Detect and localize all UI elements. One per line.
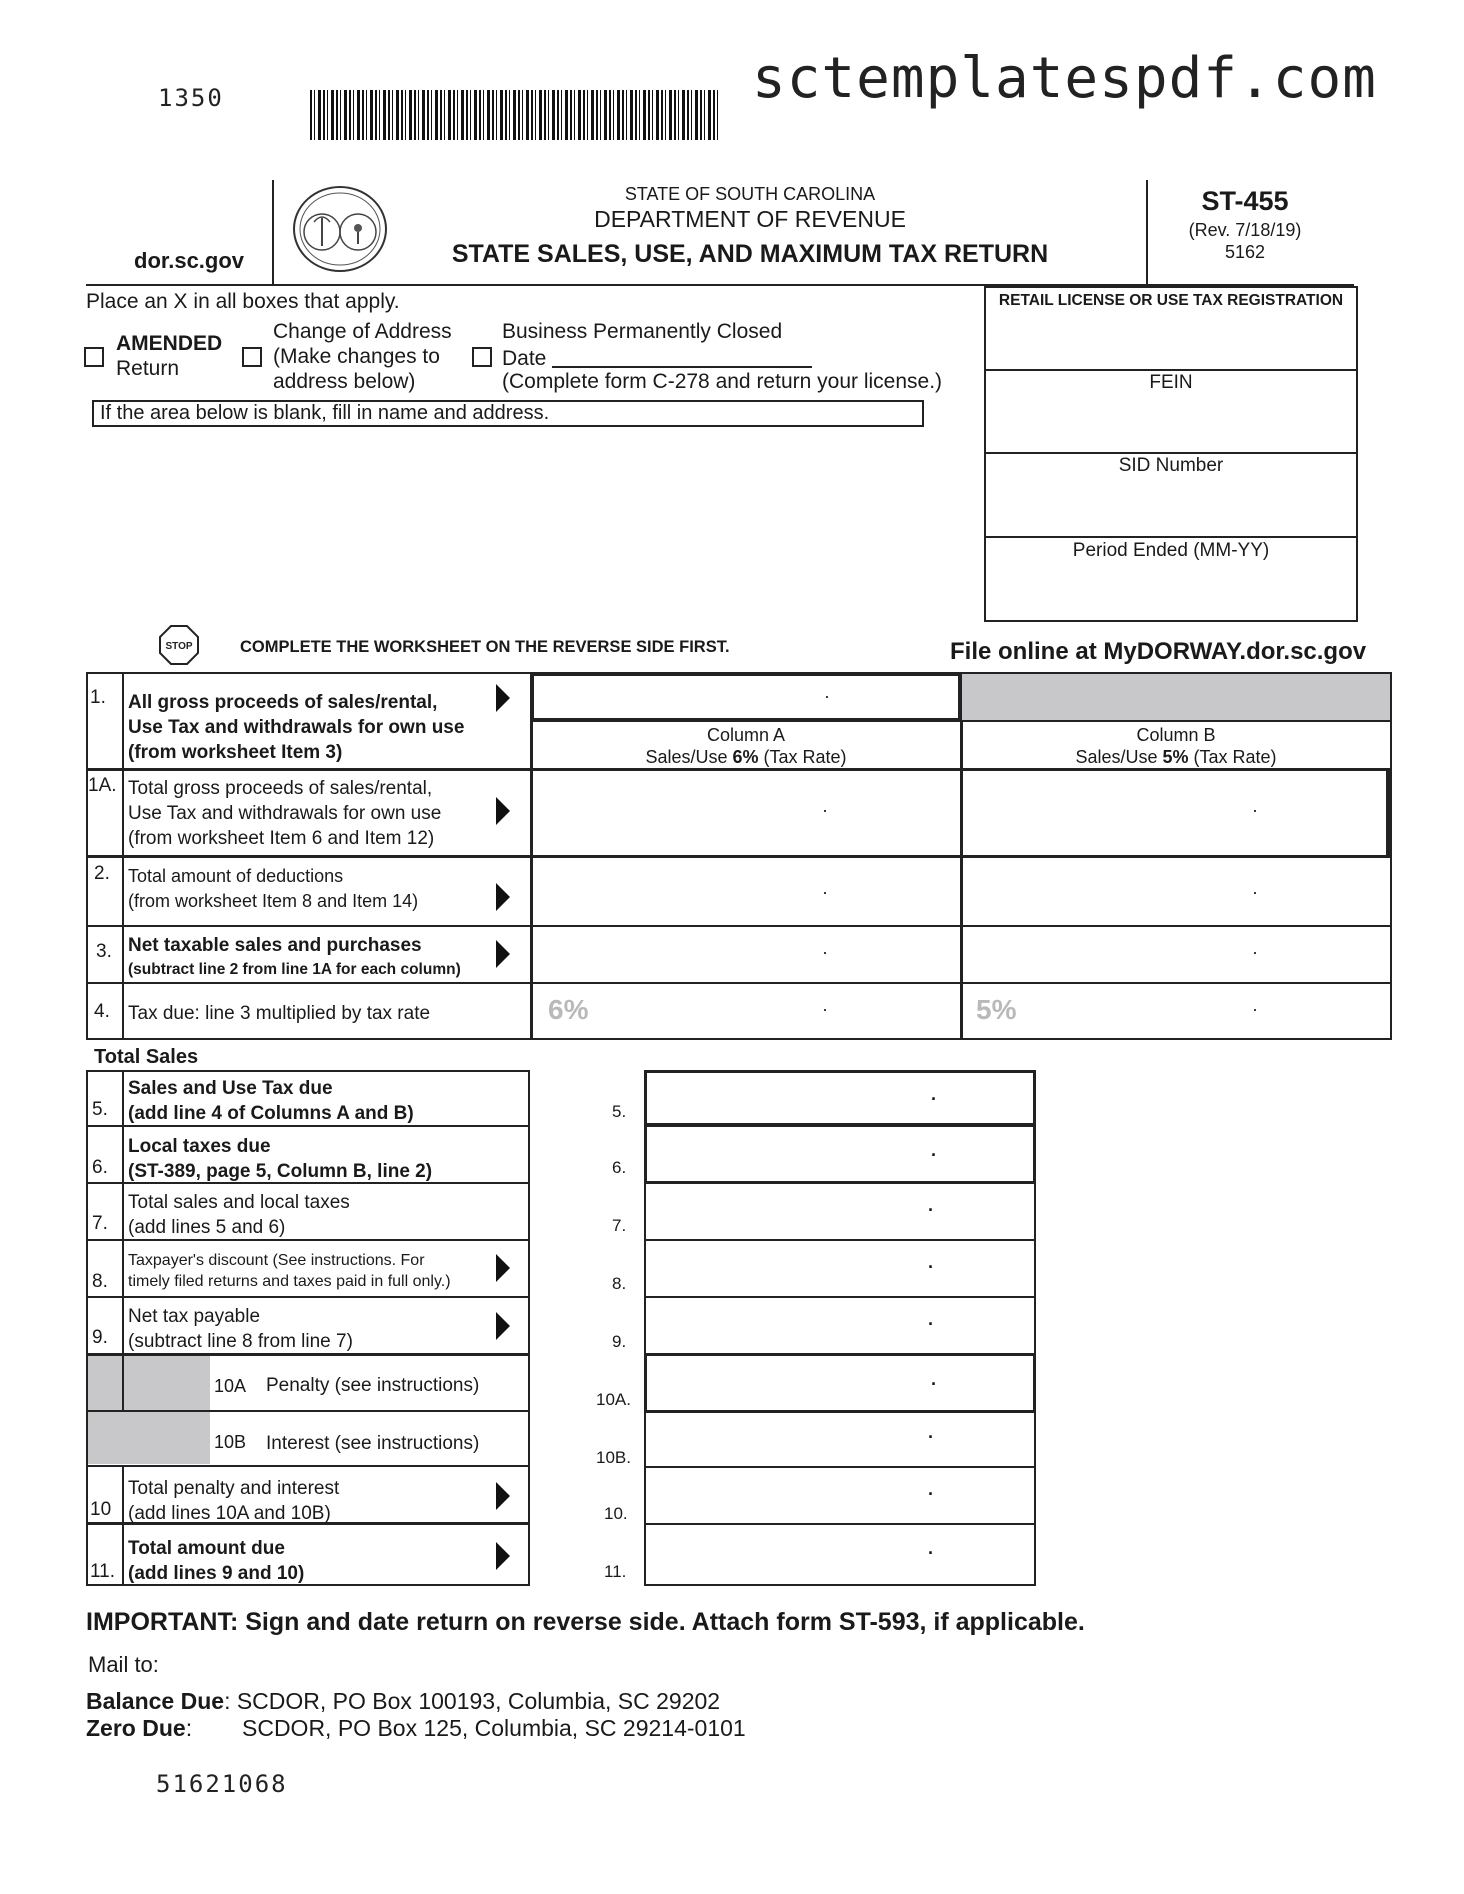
period-ended-field[interactable] — [986, 566, 1356, 620]
line-10a-amount-field[interactable] — [644, 1353, 1036, 1413]
change-address-line2: (Make changes to — [273, 345, 440, 368]
decimal-point: · — [928, 1543, 934, 1563]
department-name: DEPARTMENT OF REVENUE — [594, 206, 906, 232]
form-code-top: 1350 — [158, 84, 224, 112]
amended-checkbox[interactable] — [84, 347, 104, 367]
line-10b-ref: 10B. — [596, 1448, 631, 1467]
totals-num-divider-top — [122, 1070, 124, 1354]
sid-label: SID Number — [1118, 455, 1224, 476]
total-sales-label: Total Sales — [94, 1046, 199, 1068]
line-6-text-1: Local taxes due — [128, 1136, 271, 1157]
line-2-label — [128, 864, 418, 914]
line-5-amount-field[interactable] — [644, 1070, 1036, 1126]
column-b-prefix: Sales/Use — [1075, 747, 1163, 767]
zero-due-colon: : — [185, 1715, 193, 1741]
line-10a-label: Penalty (see instructions) — [266, 1375, 480, 1396]
period-ended-label: Period Ended (MM-YY) — [1072, 540, 1270, 561]
line-7-text-1: Total sales and local taxes — [128, 1192, 350, 1213]
fein-field[interactable] — [986, 396, 1356, 450]
line-1-number: 1. — [90, 687, 106, 708]
column-a-header — [532, 724, 960, 768]
decimal-point: · — [1252, 882, 1258, 902]
worksheet-note: COMPLETE THE WORKSHEET ON THE REVERSE SIDE FIRST. — [240, 638, 730, 656]
decimal-point: · — [822, 800, 828, 820]
decimal-point: · — [928, 1314, 934, 1334]
column-a-prefix: Sales/Use — [645, 747, 733, 767]
line-11-text-2: (add lines 9 and 10) — [128, 1563, 305, 1584]
decimal-point: · — [931, 1089, 937, 1109]
zero-due-line — [86, 1715, 192, 1742]
line-1-text-2: Use Tax and withdrawals for own use — [128, 717, 465, 738]
state-seal-icon — [290, 184, 390, 274]
penalty-divider — [122, 1356, 124, 1410]
line-7-number: 7. — [92, 1213, 108, 1234]
line-8-text-1: Taxpayer's discount (See instructions. For — [128, 1252, 425, 1269]
totals-num-divider-bottom — [122, 1466, 124, 1586]
line-4-col-a-field[interactable] — [600, 985, 958, 1038]
decimal-point: · — [822, 942, 828, 962]
decimal-point: · — [824, 686, 830, 706]
line-11-amount-field[interactable] — [646, 1525, 1034, 1584]
column-b-title: Column B — [1136, 725, 1216, 745]
retail-license-label: RETAIL LICENSE OR USE TAX REGISTRATION — [998, 292, 1344, 309]
line-10a-ref: 10A. — [596, 1390, 631, 1409]
stop-sign-icon — [158, 624, 200, 666]
zero-due-address: SCDOR, PO Box 125, Columbia, SC 29214-0101 — [242, 1715, 746, 1741]
retail-license-field[interactable] — [986, 312, 1356, 366]
line-7-label — [128, 1190, 350, 1240]
line-1a-col-b-field[interactable] — [964, 772, 1384, 854]
line-5-number: 5. — [92, 1099, 108, 1120]
line-1a-number: 1A. — [88, 775, 117, 796]
line-2-col-b-field[interactable] — [964, 858, 1388, 924]
line-10a-code: 10A — [214, 1376, 247, 1396]
line-9-label — [128, 1304, 353, 1354]
line-11-number: 11. — [90, 1561, 116, 1582]
line-10b-code: 10B — [214, 1432, 247, 1452]
change-address-checkbox[interactable] — [242, 347, 262, 367]
line-10b-label: Interest (see instructions) — [266, 1433, 480, 1454]
line-1a-text-3: (from worksheet Item 6 and Item 12) — [128, 828, 435, 849]
sid-field[interactable] — [986, 480, 1356, 534]
column-a-rate-line — [532, 746, 960, 768]
decimal-point: · — [928, 1200, 934, 1220]
line-1-label — [128, 690, 464, 765]
decimal-point: · — [931, 1145, 937, 1165]
decimal-point: · — [928, 1484, 934, 1504]
line-3-col-a-field[interactable] — [534, 928, 958, 981]
row-rule-1 — [86, 768, 1392, 771]
line-6-ref: 6. — [612, 1158, 627, 1177]
line-11-ref: 11. — [604, 1562, 627, 1581]
amended-sub-label: Return — [116, 357, 180, 380]
stop-icon-text: STOP — [165, 641, 193, 652]
decimal-point: · — [928, 1427, 934, 1447]
column-a-suffix: (Tax Rate) — [758, 747, 847, 767]
business-closed-checkbox[interactable] — [472, 347, 492, 367]
line-10b-amount-field[interactable] — [646, 1413, 1034, 1468]
line-3-col-b-field[interactable] — [964, 928, 1388, 981]
arrow-right-icon — [496, 1254, 510, 1282]
line-5-text-1: Sales and Use Tax due — [128, 1078, 333, 1099]
column-a-rate: 6% — [732, 747, 759, 767]
line-11-text-1: Total amount due — [128, 1538, 285, 1559]
decimal-point: · — [822, 882, 828, 902]
totals-rule-10a — [86, 1410, 530, 1412]
decimal-point: · — [931, 1374, 937, 1394]
line-3-text-1: Net taxable sales and purchases — [128, 935, 422, 956]
closed-date-label: Date — [502, 347, 547, 370]
name-address-field[interactable] — [90, 432, 970, 612]
barcode — [310, 90, 720, 140]
decimal-point: · — [1252, 999, 1258, 1019]
arrow-right-icon — [496, 1482, 510, 1510]
line-7-ref: 7. — [612, 1216, 627, 1235]
line-8-amount-field[interactable] — [646, 1241, 1034, 1298]
business-closed-line3: (Complete form C-278 and return your license.) — [502, 370, 943, 393]
website: dor.sc.gov — [134, 248, 245, 273]
line-5-label — [128, 1076, 414, 1126]
header-divider-right — [1146, 180, 1148, 286]
line-8-number: 8. — [92, 1271, 108, 1292]
line-9-text-2: (subtract line 8 from line 7) — [128, 1331, 353, 1352]
business-closed-line1: Business Permanently Closed — [502, 320, 783, 343]
panel-rule-2 — [984, 452, 1358, 454]
important-note: IMPORTANT: Sign and date return on reverse side. Attach form ST-593, if applicable. — [86, 1608, 1085, 1636]
checkbox-instruction: Place an X in all boxes that apply. — [86, 290, 400, 313]
line-10-text-1: Total penalty and interest — [128, 1478, 340, 1499]
col-b-shaded-cell — [962, 674, 1390, 720]
row-rule-4 — [86, 982, 1392, 984]
line-10-amount-field[interactable] — [646, 1468, 1034, 1525]
line-10-ref: 10. — [604, 1504, 628, 1523]
line-9-ref: 9. — [612, 1332, 627, 1351]
file-online-note: File online at MyDORWAY.dor.sc.gov — [950, 638, 1367, 665]
name-address-note: If the area below is blank, fill in name and address. — [100, 402, 550, 424]
header-divider-left — [272, 180, 274, 286]
line-8-label — [128, 1250, 451, 1292]
balance-due-line — [86, 1688, 720, 1715]
line1-amount-field[interactable] — [532, 674, 960, 720]
form-code-bottom: 51621068 — [156, 1770, 288, 1798]
arrow-right-icon — [496, 684, 510, 712]
decimal-point: · — [1252, 942, 1258, 962]
row-rule-3 — [86, 925, 1392, 927]
column-b-rate: 5% — [1162, 747, 1189, 767]
col-header-top-rule — [530, 720, 1392, 722]
closed-date-field[interactable] — [552, 366, 812, 368]
form-number: ST-455 — [1201, 186, 1289, 216]
arrow-right-icon — [496, 797, 510, 825]
watermark-text: sctemplatespdf.com — [752, 46, 1377, 111]
change-address-line3: address below) — [273, 370, 416, 393]
column-b-suffix: (Tax Rate) — [1188, 747, 1277, 767]
line-9-text-1: Net tax payable — [128, 1306, 261, 1327]
line-6-amount-field[interactable] — [644, 1124, 1036, 1184]
decimal-point: · — [928, 1257, 934, 1277]
line-5-text-2: (add line 4 of Columns A and B) — [128, 1103, 414, 1124]
line-4-rate-b: 5% — [976, 994, 1017, 1025]
line-9-number: 9. — [92, 1327, 108, 1348]
form-title: STATE SALES, USE, AND MAXIMUM TAX RETURN — [451, 240, 1049, 268]
line-10-text-2: (add lines 10A and 10B) — [128, 1503, 331, 1524]
column-b-header — [962, 724, 1390, 768]
arrow-right-icon — [496, 1312, 510, 1340]
line-10-label — [128, 1476, 339, 1526]
line-3-number: 3. — [96, 941, 112, 962]
line-8-ref: 8. — [612, 1274, 627, 1293]
line-7-amount-field[interactable] — [646, 1184, 1034, 1241]
totals-rule-8 — [86, 1296, 530, 1298]
line-10-number: 10 — [90, 1499, 112, 1520]
line-3-label — [128, 934, 461, 982]
line-6-label — [128, 1134, 432, 1184]
fein-label: FEIN — [1149, 372, 1193, 393]
line-3-text-2: (subtract line 2 from line 1A for each column) — [128, 961, 461, 978]
line-7-text-2: (add lines 5 and 6) — [128, 1217, 286, 1238]
name-address-note-box — [92, 400, 924, 427]
panel-rule-3 — [984, 536, 1358, 538]
line-6-number: 6. — [92, 1157, 108, 1178]
line-1a-text-1: Total gross proceeds of sales/rental, — [128, 778, 433, 799]
state-name: STATE OF SOUTH CAROLINA — [624, 184, 876, 204]
line-8-text-2: timely filed returns and taxes paid in full only.) — [128, 1273, 451, 1290]
line-2-text-1: Total amount of deductions — [128, 866, 344, 886]
line-4-rate-a: 6% — [548, 994, 589, 1025]
line-2-col-a-field[interactable] — [534, 858, 958, 924]
column-a-title: Column A — [706, 725, 786, 745]
change-address-line1: Change of Address — [273, 320, 452, 343]
row-1a-right-edge — [1386, 768, 1390, 856]
line-11-label — [128, 1536, 304, 1586]
line-1a-label — [128, 776, 441, 851]
line-1a-text-2: Use Tax and withdrawals for own use — [128, 803, 442, 824]
line-2-number: 2. — [94, 863, 110, 884]
line-6-text-2: (ST-389, page 5, Column B, line 2) — [128, 1161, 433, 1182]
decimal-point: · — [822, 999, 828, 1019]
line-4-label: Tax due: line 3 multiplied by tax rate — [128, 1003, 431, 1024]
arrow-right-icon — [496, 883, 510, 911]
line-4-col-b-field[interactable] — [1030, 985, 1388, 1038]
line-1a-col-a-field[interactable] — [534, 772, 958, 854]
arrow-right-icon — [496, 940, 510, 968]
balance-due-label: Balance Due — [86, 1688, 225, 1714]
zero-due-label: Zero Due — [86, 1715, 186, 1741]
totals-rule-10b — [86, 1465, 530, 1467]
arrow-right-icon — [496, 1542, 510, 1570]
balance-due-address: : SCDOR, PO Box 100193, Columbia, SC 29202 — [224, 1688, 721, 1714]
line-9-amount-field[interactable] — [646, 1298, 1034, 1353]
mail-to-label: Mail to: — [88, 1652, 159, 1677]
decimal-point: · — [1252, 800, 1258, 820]
line-4-number: 4. — [94, 1001, 110, 1022]
column-b-rate-line — [962, 746, 1390, 768]
line-2-text-2: (from worksheet Item 8 and Item 14) — [128, 891, 419, 911]
line-1-text-3: (from worksheet Item 3) — [128, 742, 343, 763]
revision-date: (Rev. 7/18/19) — [1188, 220, 1302, 240]
panel-rule-1 — [984, 369, 1358, 371]
form-id: 5162 — [1224, 242, 1266, 262]
line-1-text-1: All gross proceeds of sales/rental, — [128, 692, 438, 713]
line-5-ref: 5. — [612, 1102, 627, 1121]
amended-label: AMENDED — [116, 332, 223, 355]
